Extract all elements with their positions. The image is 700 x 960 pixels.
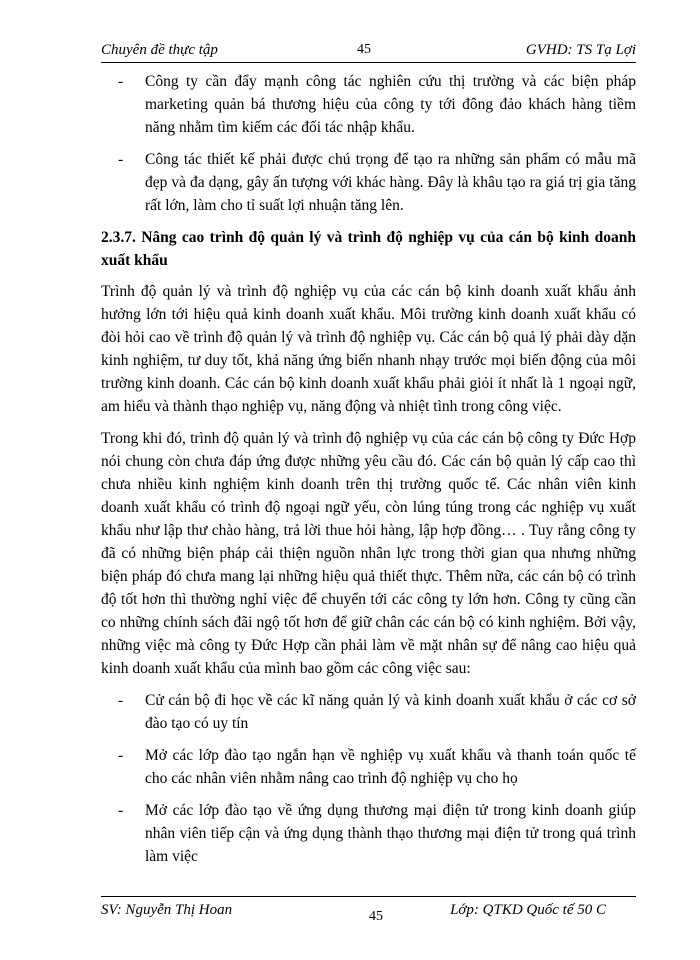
section-heading: 2.3.7. Nâng cao trình độ quản lý và trình độ nghiệp vụ của cán bộ kinh doanh xuất khẩu: [101, 229, 636, 269]
bullet-dash: -: [118, 692, 124, 709]
footer-student: SV: Nguyễn Thị Hoan: [101, 902, 233, 918]
list-item-text: Mở các lớp đào tạo ngắn hạn về nghiệp vụ xuất khẩu và thanh toán quốc tế cho các nhân viên nhằm nâng cao trình độ nghiệp vụ cho họ: [145, 747, 636, 787]
paragraph: Trình độ quản lý và trình độ nghiệp vụ của các cán bộ kinh doanh xuất khẩu ảnh hưởng lớn tới hiệu quả kinh doanh xuất khẩu. Môi trường kinh doanh xuất khẩu có đòi hỏi cao về trình độ quản lý và trình độ nghiệp vụ. Các cán bộ quả lý phải dày dặn kinh nghiệm, tư duy tốt, khả năng ứng biến nhanh nhạy trước mọi biến động của môi trường kinh doanh. Các cán bộ kinh doanh xuất khẩu phải giỏi ít nhất là 1 ngoại ngữ, am hiểu và thành thạo nghiệp vụ, năng động và nhiệt tình trong công việc.: [101, 283, 636, 415]
list-item-text: Mở các lớp đào tạo về ứng dụng thương mại điện tử trong kinh doanh giúp nhân viên tiếp cận và ứng dụng thành thạo thương mại điện tử trong quá trình làm việc: [145, 802, 636, 865]
page-body: [101, 70, 636, 877]
header-supervisor: GVHD: TS Tạ Lợi: [525, 42, 636, 58]
footer-class: Lớp: QTKD Quốc tế 50 C: [450, 902, 606, 918]
list-item: [101, 70, 636, 139]
list-item-text: Cử cán bộ đi học về các kĩ năng quản lý và kinh doanh xuất khẩu ở các cơ sở đào tạo có uy tín: [145, 692, 636, 732]
footer-page-number: 45: [369, 909, 383, 924]
page-footer: [101, 896, 636, 924]
bullet-dash: -: [118, 802, 124, 819]
header-title: Chuyên đề thực tập: [101, 42, 218, 58]
list-item: [101, 148, 636, 217]
list-item: [101, 744, 636, 790]
list-item-text: Công tác thiết kế phải được chú trọng để tạo ra những sản phẩm có mẫu mã đẹp và đa dạng, gây ấn tượng với khác hàng. Đây là khâu tạo ra giá trị gia tăng rất lớn, làm cho tỉ suất lợi nhuận tăng lên.: [145, 151, 636, 214]
list-item: [101, 689, 636, 735]
bullet-dash: -: [118, 73, 124, 90]
page-header: [101, 36, 636, 63]
header-page-number: 45: [357, 42, 371, 57]
list-item: [101, 799, 636, 868]
paragraph: Trong khi đó, trình độ quản lý và trình độ nghiệp vụ của các cán bộ công ty Đức Hợp nói chung còn chưa đáp ứng được những yêu cầu đó. Các cán bộ quản lý cấp cao thì chưa nhiều kinh nghiệm kinh doanh trên thị trường quốc tế. Các nhân viên kinh doanh xuất khẩu có trình độ ngoại ngữ yếu, còn lúng túng trong các nghiệp vụ xuất khẩu như lập thư chào hàng, trả lời thue hỏi hàng, lập hợp đồng… . Tuy rằng công ty đã có những biện pháp cải thiện nguồn nhân lực trong thời gian qua nhưng những biện pháp đó chưa mang lại những hiệu quả thiết thực. Thêm nữa, các cán bộ có trình độ tốt hơn thì thường nghỉ việc để chuyển tới các công ty lớn hơn. Công ty cũng cần co những chính sách đãi ngộ tốt hơn để giữ chân các cán bộ có kinh nghiệm. Bởi vậy, những việc mà công ty Đức Hợp cần phải làm về mặt nhân sự để nâng cao hiệu quả kinh doanh xuất khẩu của mình bao gồm các công việc sau:: [101, 430, 636, 677]
bullet-dash: -: [118, 747, 124, 764]
list-item-text: Công ty cần đẩy mạnh công tác nghiên cứu thị trường và các biện pháp marketing quản bá thương hiệu của công ty tới đông đảo khách hàng tiềm năng nhằm tìm kiếm các đối tác nhập khẩu.: [145, 73, 636, 136]
bullet-dash: -: [118, 151, 124, 168]
